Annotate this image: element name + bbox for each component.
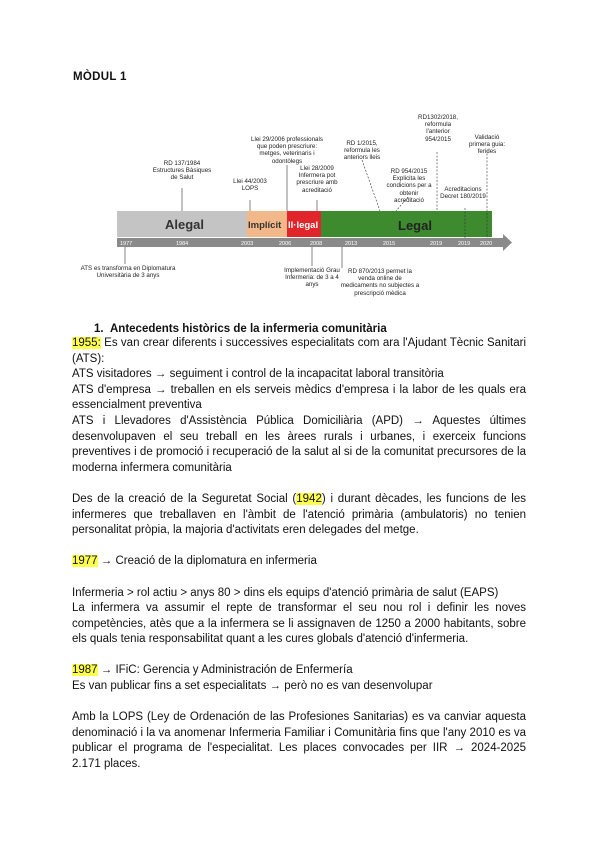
year-tick: 2006 [279, 241, 292, 247]
paragraph-ats-empresa: ATS d'empresa → treballen en els serveis mèdics d'empresa i la labor de les quals era essencialment preventiva [72, 383, 526, 412]
section-title: Antecedents històrics de la infermeria comunitària [110, 323, 387, 335]
page-title: MÒDUL 1 [73, 71, 127, 83]
paragraph-ats-apd: ATS i Llevadores d'Assistència Pública Domiciliària (APD) → Aquestes últimes desenvolupaven el seu treball en les àrees rurals i urbanes, i exerceix funcions preventives i de promoció i recuperació de la salut al si de la comunitat precursores de la moderna infermera comunitària [72, 414, 526, 474]
legislation-timeline [0, 0, 600, 310]
highlighted-year: 1955: [72, 337, 101, 349]
band-label-illegal: Il·legal [288, 220, 319, 231]
event-label: Llei 29/2006 professionals que poden prescriure: metges, veterinaris i odontòlegs [251, 136, 323, 165]
event-label: RD 137/1984 Estructures Bàsiques de Salut [152, 160, 212, 182]
paragraph-1987 [72, 663, 526, 679]
highlighted-year: 1977 [72, 555, 98, 568]
year-tick: 2019 [430, 241, 443, 247]
paragraph-1977 [72, 554, 526, 570]
paragraph-ats-visitadores: ATS visitadores → seguiment i control de la incapacitat laboral transitòria [72, 368, 444, 381]
paragraph-repte: La infermera va assumir el repte de transformar el seu nou rol i definir les noves competències, atès que a la infermera se li assignaven de 1250 a 2000 habitants, sobre els quals tenia responsabilitat quant a les cures globals d'atenció d'infermeria. [72, 602, 526, 646]
event-label: RD 954/2015 Explicita les condicions per a obtenir acreditació [386, 168, 432, 204]
year-tick: 2008 [310, 241, 323, 247]
paragraph-seguretat-social [72, 492, 526, 539]
event-label: ATS es transforma en Diplomatura Universitària de 3 anys [80, 265, 176, 280]
event-label: Llei 28/2009 Infermera pot prescriure amb acreditació [296, 165, 338, 194]
paragraph-text: Es van crear diferents i successives especialitats com ara l'Ajudant Tècnic Sanitari (ATS): [72, 337, 526, 365]
event-label: Validació primera guia: ferides [468, 134, 506, 156]
year-tick: 2015 [383, 241, 396, 247]
timeline-arrowhead [503, 234, 512, 251]
band-label-legal: Legal [398, 218, 432, 233]
paragraph-lops: Amb la LOPS (Ley de Ordenación de las Profesiones Sanitarias) es va canviar aquesta denominació i la va anomenar Infermeria Familiar i Comunitària fins que l'any 2010 es va publicar el programa de l'especialitat. Les places convocades per IIR → 2024-2025 2.171 places. [72, 711, 526, 771]
paragraph-text: Des de la creació de la Seguretat Social ( [72, 492, 297, 505]
event-label: RD 1/2015, reformula les anteriors lleis [343, 140, 381, 162]
event-label: Acreditacions Decret 180/2019 [440, 186, 486, 201]
highlighted-year: 1942 [296, 492, 322, 505]
paragraph-rol-actiu: Infermeria > rol actiu > anys 80 > dins els equips d'atenció primària de salut (EAPS) [72, 586, 499, 599]
highlighted-year: 1987 [72, 664, 98, 677]
band-label-alegal: Alegal [165, 217, 205, 232]
paragraph-text: ) i durant dècades, les funcions de les infermeres que treballaven en l'àmbit de l'atenció primària (ambulatoris) no tenien personalitat pròpia, la majoria d'activitats eren delegades del metge. [72, 492, 527, 537]
paragraph-especialitats: Es van publicar fins a set especialitats → però no es van desenvolupar [72, 680, 433, 693]
event-label: Llei 44/2003 LOPS [233, 178, 267, 193]
band-label-implicit: Implícit [248, 220, 282, 231]
document-body [72, 336, 526, 773]
section-heading [94, 323, 387, 335]
paragraph-text: → Creació de la diplomatura en infermeria [97, 555, 317, 568]
year-tick: 2020 [480, 241, 493, 247]
year-tick: 1984 [176, 241, 189, 247]
section-number: 1. [94, 323, 104, 335]
event-label: Implementació Grau Infermeria: de 3 a 4 anys [284, 267, 340, 289]
event-label: RD 870/2013 permet la venda online de medicaments no subjectes a prescripció mèdica [340, 268, 420, 297]
paragraph-1955 [72, 336, 526, 367]
year-tick: 2003 [241, 241, 254, 247]
year-tick: 2019 [458, 241, 471, 247]
year-tick: 1977 [120, 241, 133, 247]
paragraph-text: → IFiC: Gerencia y Administración de Enfermería [97, 664, 353, 677]
year-tick: 2013 [345, 241, 358, 247]
event-label: RD1302/2018, reformula l'anterior 954/2015 [418, 114, 458, 143]
